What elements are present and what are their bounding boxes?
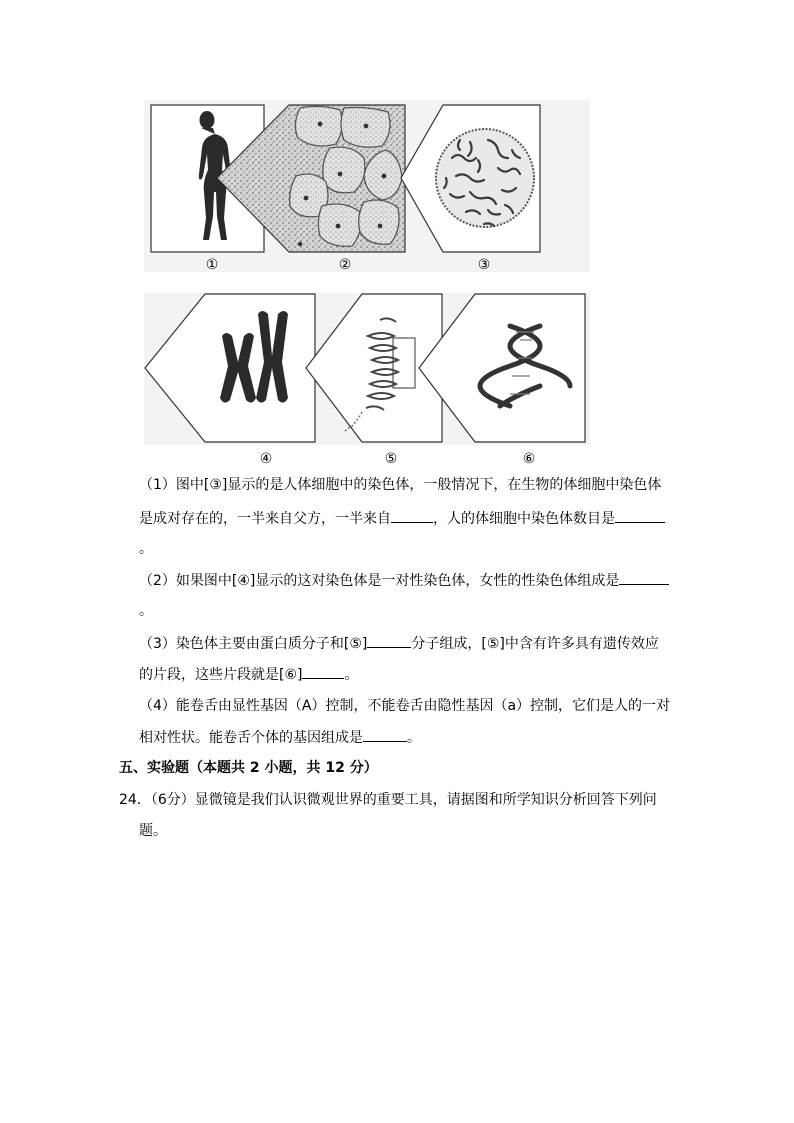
q3-blank-gene[interactable] <box>302 664 344 679</box>
q1-blank-count[interactable] <box>615 508 665 523</box>
q3-line-1 <box>139 633 659 654</box>
q2-line-2: 。 <box>139 603 153 619</box>
caption-5: ⑤ <box>384 451 398 467</box>
q24-line-1: 24．（6分）显微镜是我们认识微观世界的重要工具，请据图和所学知识分析回答下列问 <box>119 792 657 808</box>
q1-line-2 <box>139 508 665 529</box>
caption-4: ④ <box>259 451 273 467</box>
q1-line-3: 。 <box>139 541 153 557</box>
q3-text-1a: （3）染色体主要由蛋白质分子和[⑤] <box>139 636 368 652</box>
q4-text-2a: 相对性状。能卷舌个体的基因组成是 <box>139 730 363 746</box>
q4-line-1: （4）能卷舌由显性基因（A）控制，不能卷舌由隐性基因（a）控制，它们是人的一对 <box>139 698 671 714</box>
caption-6: ⑥ <box>522 451 536 467</box>
q1-text-2a: 是成对存在的，一半来自父方，一半来自 <box>139 511 391 527</box>
q2-line-1 <box>139 570 669 591</box>
q4-line-2 <box>139 727 421 748</box>
caption-2: ② <box>338 257 352 273</box>
caption-3: ③ <box>477 257 491 273</box>
q2-text-1: （2）如果图中[④]显示的这对染色体是一对性染色体，女性的性染色体组成是 <box>139 573 620 589</box>
caption-1: ① <box>205 257 219 273</box>
q3-line-2 <box>139 664 358 685</box>
q2-blank-female-sex-chromosomes[interactable] <box>619 570 669 585</box>
chromosome-figure <box>0 0 794 470</box>
q3-text-1b: 分子组成，[⑤]中含有许多具有遗传效应 <box>411 636 659 652</box>
q3-text-2a: 的片段，这些片段就是[⑥] <box>139 667 303 683</box>
q3-blank-dna[interactable] <box>367 633 411 648</box>
q1-text-2b: ，人的体细胞中染色体数目是 <box>433 511 615 527</box>
q1-line-1: （1）图中[③]显示的是人体细胞中的染色体，一般情况下，在生物的体细胞中染色体 <box>139 477 662 493</box>
q4-blank-genotype[interactable] <box>363 727 407 742</box>
q1-blank-mother[interactable] <box>391 508 433 523</box>
section-5-heading: 五、实验题（本题共 2 小题，共 12 分） <box>119 760 378 776</box>
q24-line-2: 题。 <box>139 823 167 839</box>
q4-text-2b: 。 <box>407 730 421 746</box>
q3-text-2b: 。 <box>344 667 359 683</box>
